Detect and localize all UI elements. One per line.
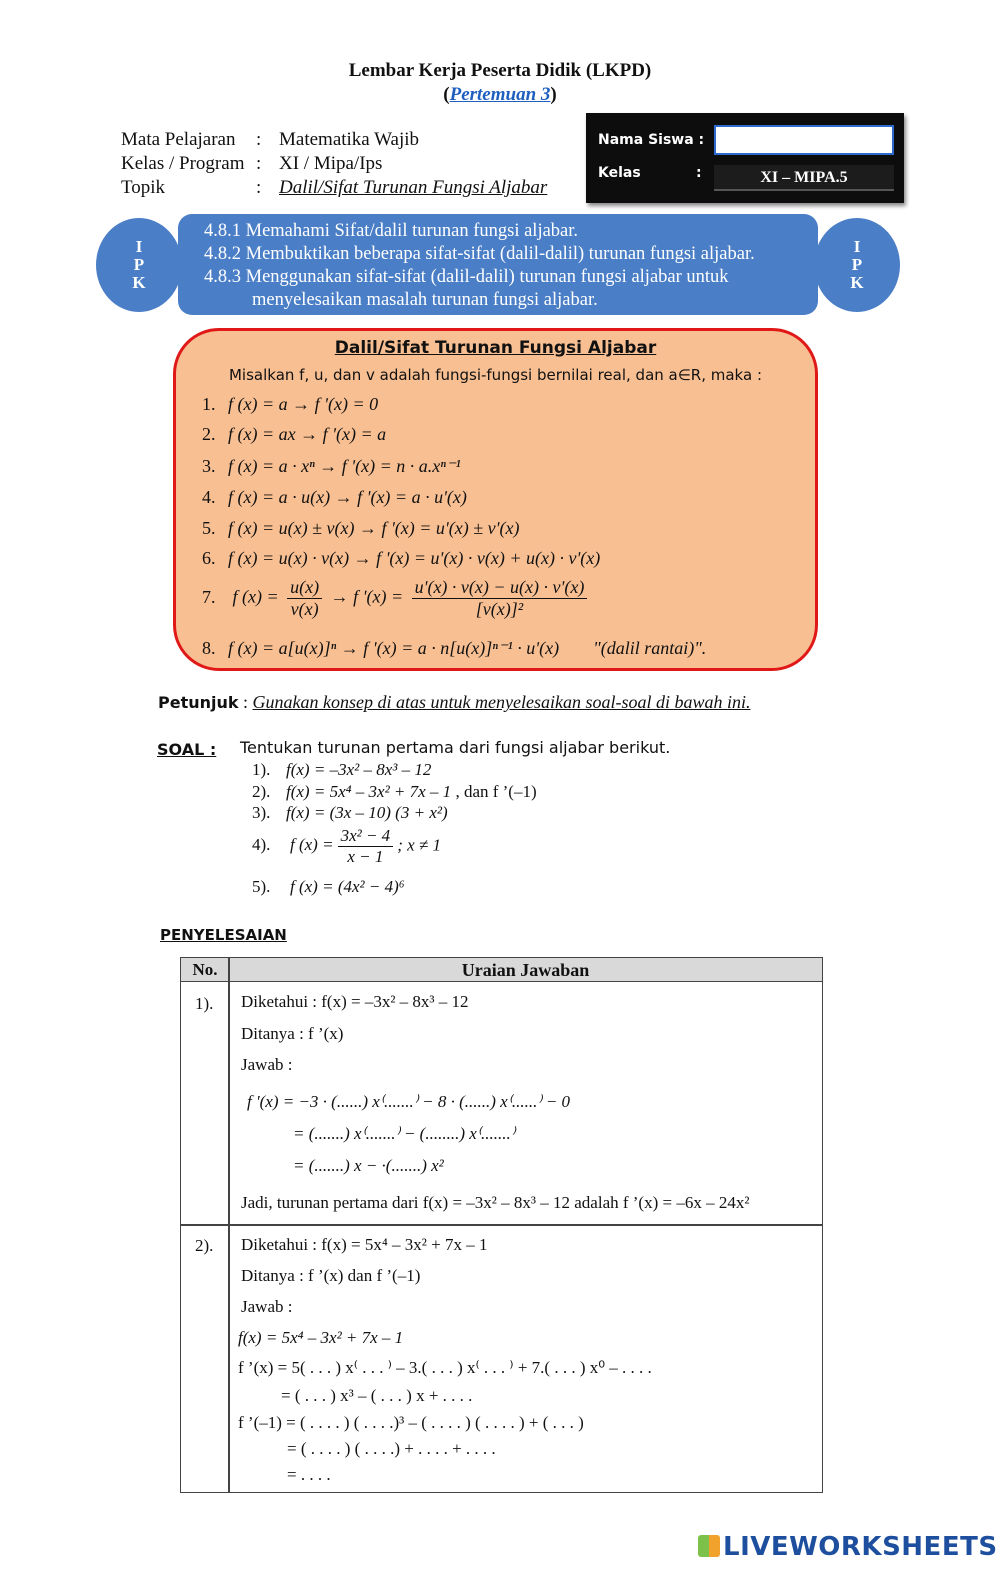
logo-icon — [698, 1535, 720, 1557]
fraction — [412, 577, 588, 620]
info-value: Matematika Wajib — [279, 129, 420, 150]
penyelesaian-label: PENYELESAIAN — [160, 926, 287, 944]
info-value: XI / Mipa/Ips — [279, 153, 383, 174]
rule-number: 3. — [202, 456, 216, 476]
rule-formula: f (x) = a · xⁿ → f ʹ(x) = n · a.xⁿ⁻¹ — [228, 456, 461, 476]
answer-line: Diketahui : f(x) = 5x⁴ – 3x² + 7x – 1 — [241, 1235, 488, 1254]
row-number: 1). — [195, 994, 214, 1013]
ipk-letter: I — [853, 237, 861, 256]
rule-item — [202, 638, 706, 659]
rule-number: 1. — [202, 394, 216, 414]
rule-item — [202, 548, 600, 569]
info-row-topic — [121, 176, 581, 200]
soal-formula: f(x) = (3x – 10) (3 + x²) — [286, 803, 448, 822]
rules-intro: Misalkan f, u, dan v adalah fungsi-fungsi bernilai real, dan a∈R, maka : — [228, 366, 762, 384]
ipk-letter: I — [135, 237, 143, 256]
worksheet-title: Lembar Kerja Peserta Didik (LKPD) — [348, 60, 652, 81]
soal-number: 5). — [252, 877, 271, 896]
instruction-label: Petunjuk — [158, 693, 239, 712]
info-colon: : — [256, 129, 262, 150]
answer-line[interactable]: = ( . . . . ) ( . . . .) + . . . . + . . . . — [287, 1439, 496, 1458]
ipk-item: 4.8.3 Menggunakan sifat-sifat (dalil-dalil) turunan fungsi aljabar untuk — [204, 267, 729, 287]
ipk-badge-left — [96, 218, 182, 312]
row-number: 2). — [195, 1236, 214, 1255]
instruction-line — [158, 692, 750, 713]
class-label: Kelas — [598, 165, 641, 181]
answer-conclusion: Jadi, turunan pertama dari f(x) = –3x² – 8x³ – 12 adalah f ’(x) = –6x – 24x² — [241, 1193, 750, 1212]
ipk-letter: P — [133, 255, 145, 274]
soal-number: 4). — [252, 835, 271, 855]
rule-formula: f (x) = a[u(x)]ⁿ → f ʹ(x) = a · n[u(x)]ⁿ⁻¹ · uʹ(x) — [228, 638, 560, 658]
soal-item — [252, 760, 431, 780]
rule-item — [202, 577, 591, 620]
table-header — [181, 958, 822, 982]
ipk-item: 4.8.2 Membuktikan beberapa sifat-sifat (dalil-dalil) turunan fungsi aljabar. — [204, 244, 755, 264]
rule-note: "(dalil rantai)". — [593, 638, 707, 658]
liveworksheets-logo — [698, 1532, 998, 1562]
rule-item — [202, 518, 519, 539]
soal-item — [252, 826, 441, 867]
soal-item — [252, 782, 537, 802]
soal-number: 3). — [252, 803, 271, 822]
answer-line[interactable]: f ’(–1) = ( . . . . ) ( . . . .)³ – ( . . . . ) ( . . . . ) + ( . . . ) — [238, 1413, 584, 1432]
logo-text: LIVEWORKSHEETS — [723, 1532, 998, 1562]
soal-item — [252, 803, 448, 823]
answer-line: Ditanya : f ’(x) — [241, 1024, 344, 1043]
rules-title: Dalil/Sifat Turunan Fungsi Aljabar — [334, 338, 657, 358]
fraction-denominator: x − 1 — [347, 847, 384, 866]
student-name-input[interactable] — [714, 125, 894, 155]
name-label: Nama Siswa : — [598, 132, 705, 148]
soal-extra: ; x ≠ 1 — [397, 835, 441, 855]
ipk-item: menyelesaikan masalah turunan fungsi aljabar. — [252, 290, 598, 310]
soal-label: SOAL : — [157, 740, 217, 759]
soal-extra: , dan f ’(–1) — [451, 782, 537, 801]
ipk-letter: K — [132, 273, 146, 292]
soal-number: 1). — [252, 760, 271, 779]
ipk-letter: K — [850, 273, 864, 292]
soal-lhs: f (x) = — [290, 835, 334, 855]
answer-line[interactable]: = ( . . . ) x³ – ( . . . ) x + . . . . — [281, 1386, 473, 1405]
answer-line[interactable]: f ʹ(x) = −3 · (......) x⁽.......⁾ − 8 · (......) x⁽......⁾ − 0 — [247, 1092, 571, 1111]
pertemuan-link[interactable]: Pertemuan 3 — [449, 84, 551, 105]
header-answer: Uraian Jawaban — [461, 960, 590, 980]
worksheet-subtitle — [0, 84, 1000, 106]
soal-formula: f (x) = (4x² − 4)⁶ — [290, 877, 405, 896]
rule-item — [202, 456, 461, 477]
info-row-class — [121, 152, 581, 176]
rule-formula: f (x) = u(x) · v(x) → f ʹ(x) = uʹ(x) · v(x) + u(x) · vʹ(x) — [228, 548, 601, 568]
ipk-badge-right — [814, 218, 900, 312]
rule-number: 6. — [202, 548, 216, 568]
fraction-numerator: 3x² − 4 — [338, 826, 394, 847]
rule-number: 5. — [202, 518, 216, 538]
info-colon: : — [256, 177, 262, 198]
class-colon: : — [696, 165, 702, 181]
instruction-sep: : — [238, 692, 253, 712]
rule-item — [202, 394, 378, 415]
rule-number: 2. — [202, 424, 216, 444]
instruction-text: Gunakan konsep di atas untuk menyelesaikan soal-soal di bawah ini. — [252, 692, 751, 712]
fraction-numerator: u(x) — [287, 577, 322, 599]
fraction-denominator: [v(x)]² — [475, 599, 524, 619]
soal-formula: f(x) = 5x⁴ – 3x² + 7x – 1 — [286, 782, 452, 801]
rule-number: 7. — [202, 586, 216, 607]
info-value: Dalil/Sifat Turunan Fungsi Aljabar — [279, 177, 548, 198]
soal-number: 2). — [252, 782, 271, 801]
ipk-letter: P — [851, 255, 863, 274]
table-row-divider — [181, 1224, 822, 1226]
rule-item — [202, 424, 386, 445]
fraction-numerator: uʹ(x) · v(x) − u(x) · vʹ(x) — [412, 577, 588, 599]
answer-line[interactable]: = . . . . — [287, 1465, 331, 1484]
rule-number: 8. — [202, 638, 216, 658]
answer-table — [180, 957, 823, 1493]
info-row-subject — [121, 128, 581, 152]
ipk-item: 4.8.1 Memahami Sifat/dalil turunan fungsi aljabar. — [204, 221, 579, 241]
rule-arrow: → f ʹ(x) = — [330, 586, 404, 607]
rule-formula: f (x) = a · u(x) → f ʹ(x) = a · uʹ(x) — [228, 487, 467, 507]
answer-line: Ditanya : f ’(x) dan f ’(–1) — [241, 1266, 421, 1285]
answer-line[interactable]: = (.......) x − ·(.......) x² — [293, 1156, 444, 1175]
answer-line: f(x) = 5x⁴ – 3x² + 7x – 1 — [238, 1328, 404, 1347]
info-label: Kelas / Program — [121, 153, 245, 174]
subtitle-open: ( — [443, 84, 450, 105]
header-no: No. — [192, 960, 218, 979]
fraction — [338, 826, 394, 867]
rule-lhs: f (x) = — [232, 586, 279, 607]
answer-line: Jawab : — [241, 1297, 293, 1316]
rule-number: 4. — [202, 487, 216, 507]
answer-line[interactable]: = (.......) x⁽.......⁾ − (........) x⁽.......⁾ — [293, 1124, 515, 1143]
rule-formula: f (x) = a → f ʹ(x) = 0 — [228, 394, 379, 414]
soal-instruction: Tentukan turunan pertama dari fungsi aljabar berikut. — [240, 738, 671, 757]
info-colon: : — [256, 153, 262, 174]
subtitle-close: ) — [550, 84, 557, 105]
info-label: Topik — [121, 177, 166, 198]
soal-item — [252, 877, 405, 897]
class-value: XI – MIPA.5 — [714, 165, 894, 191]
fraction-denominator: v(x) — [290, 599, 319, 619]
student-box — [586, 113, 904, 203]
answer-line: Diketahui : f(x) = –3x² – 8x³ – 12 — [241, 992, 469, 1011]
rule-formula: f (x) = u(x) ± v(x) → f ʹ(x) = uʹ(x) ± vʹ(x) — [228, 518, 520, 538]
answer-line[interactable]: f ’(x) = 5( . . . ) x⁽ . . . ⁾ – 3.( . . . ) x⁽ . . . ⁾ + 7.( . . . ) x⁰ – . . . . — [238, 1358, 652, 1377]
rule-formula: f (x) = ax → f ʹ(x) = a — [228, 424, 387, 444]
info-label: Mata Pelajaran — [121, 129, 236, 150]
fraction — [287, 577, 322, 620]
answer-line: Jawab : — [241, 1055, 293, 1074]
rule-item — [202, 487, 467, 508]
soal-formula: f(x) = –3x² – 8x³ – 12 — [286, 760, 432, 779]
